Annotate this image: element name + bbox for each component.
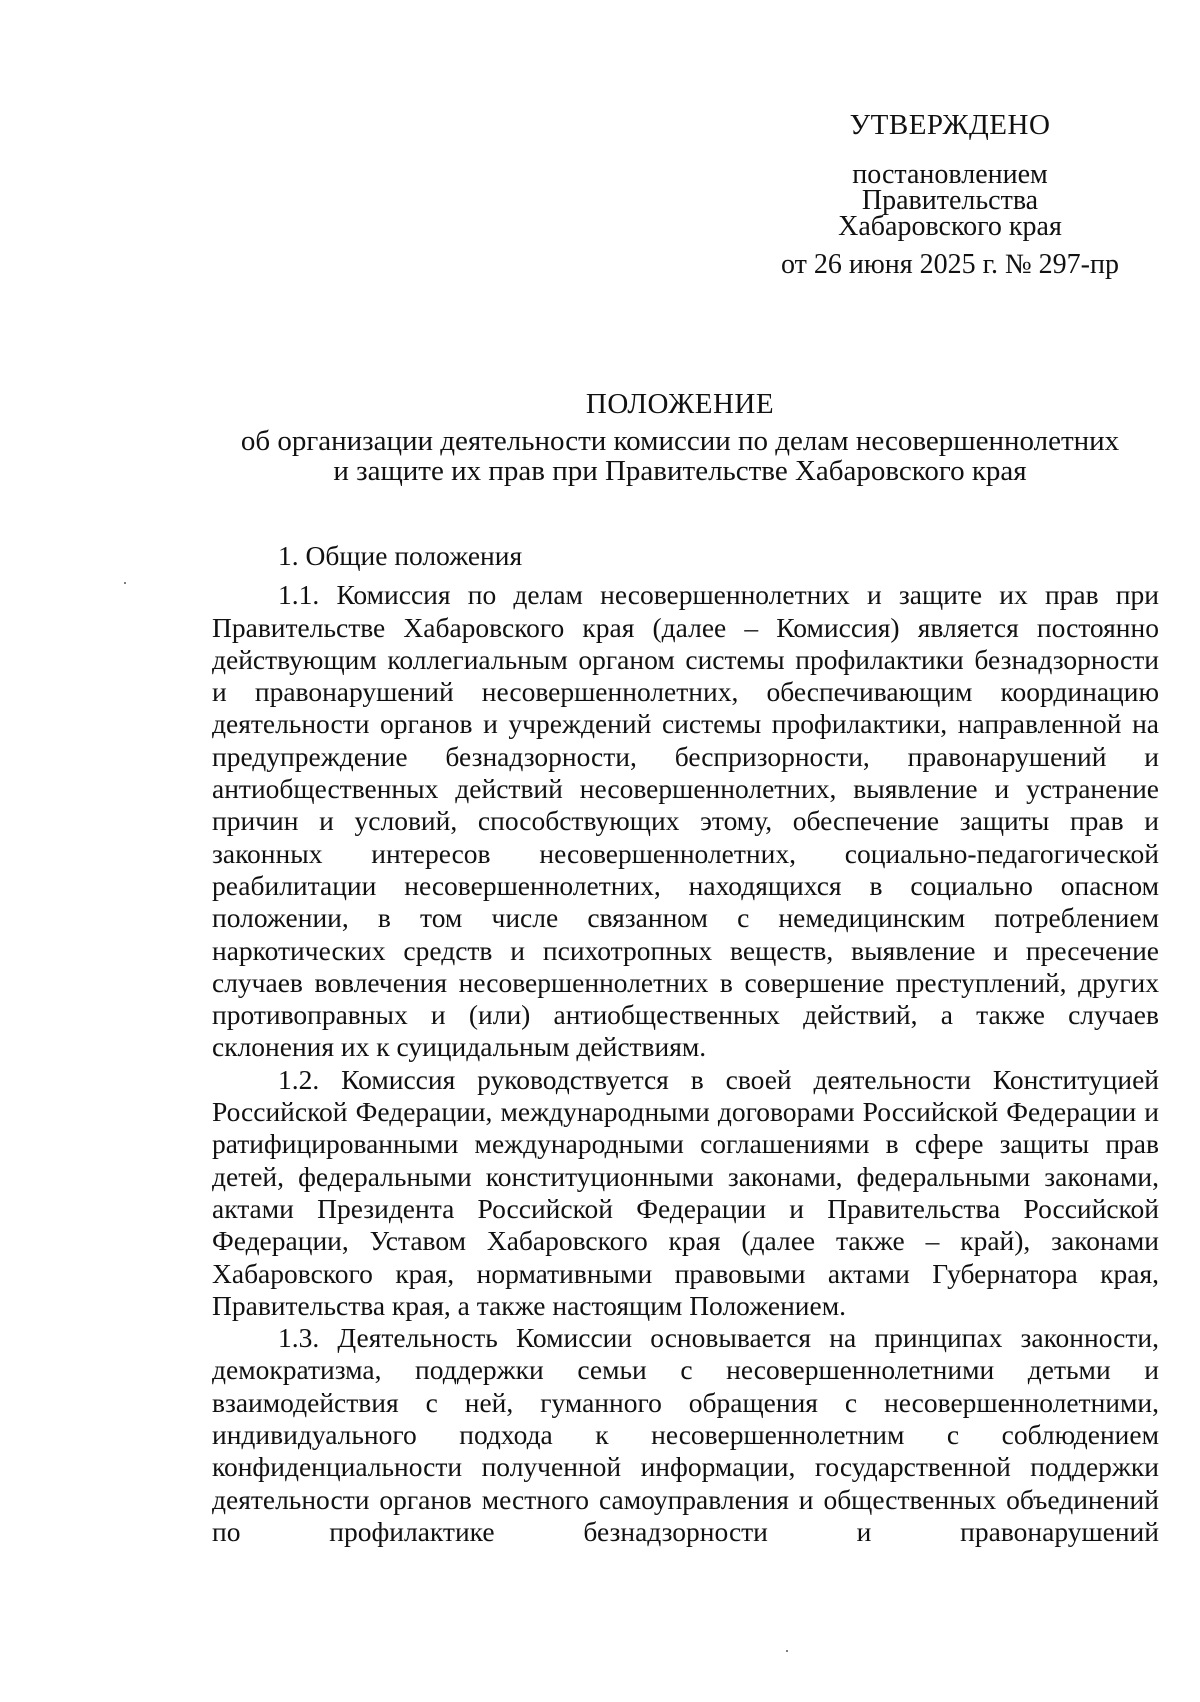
document-title: ПОЛОЖЕНИЕ [585, 388, 775, 420]
document-title-block [200, 386, 1160, 486]
scan-speck [124, 582, 126, 584]
approval-line: Хабаровского края [838, 211, 1062, 242]
document-subtitle-line: и защите их прав при Правительстве Хабаровского края [333, 455, 1027, 487]
approval-date: от 26 июня 2025 г. № 297-пр [781, 249, 1119, 280]
paragraph-1-3: 1.3. Деятельность Комиссии основывается на принципах законности, демократизма, поддержки семьи с несовершеннолетними детьми и взаимодействия с ней, гуманного обращения с несовершеннолетними, индивидуального подхода к несовершеннолетним с соблюдением конфиденциальности полученной информации, государственной поддержки деятельности органов местного самоуправления и общественных объединений по профилактике безнадзорности и правонарушений [212, 1322, 1159, 1547]
document-subtitle-line: об организации деятельности комиссии по делам несовершеннолетних [240, 425, 1120, 457]
approval-line: постановлением [852, 159, 1048, 190]
paragraph-1-2: 1.2. Комиссия руководствуется в своей деятельности Конституцией Российской Федерации, международными договорами Российской Федерации и ратифицированными международными соглашениями в сфере защиты прав детей, федеральными конституционными законами, федеральными законами, актами Президента Российской Федерации и Правительства Российской Федерации, Уставом Хабаровского края (далее также – край), законами Хабаровского края, нормативными правовыми актами Губернатора края, Правительства края, а также настоящим Положением. [212, 1063, 1159, 1321]
section-heading: 1. Общие положения [278, 540, 523, 571]
approval-stamp-block [760, 108, 1140, 282]
document-body [212, 540, 1159, 1548]
paragraph-1-1: 1.1. Комиссия по делам несовершеннолетних и защите их прав при Правительстве Хабаровского края (далее – Комиссия) является постоянно действующим коллегиальным органом системы профилактики безнадзорности и правонарушений несовершеннолетних, обеспечивающим координацию деятельности органов и учреждений системы профилактики, направленной на предупреждение безнадзорности, беспризорности, правонарушений и антиобщественных действий несовершеннолетних, выявление и устранение причин и условий, способствующих этому, обеспечение защиты прав и законных интересов несовершеннолетних, социально-педагогической реабилитации несовершеннолетних, находящихся в социально опасном положении, в том числе связанном с немедицинским потреблением наркотических средств и психотропных веществ, выявление и пресечение случаев вовлечения несовершеннолетних в совершение преступлений, других противоправных и (или) антиобщественных действий, а также случаев склонения их к суицидальным действиям. [212, 579, 1159, 1063]
approval-title: УТВЕРЖДЕНО [849, 109, 1051, 141]
approval-line: Правительства [861, 185, 1039, 216]
scan-speck [786, 1650, 788, 1652]
